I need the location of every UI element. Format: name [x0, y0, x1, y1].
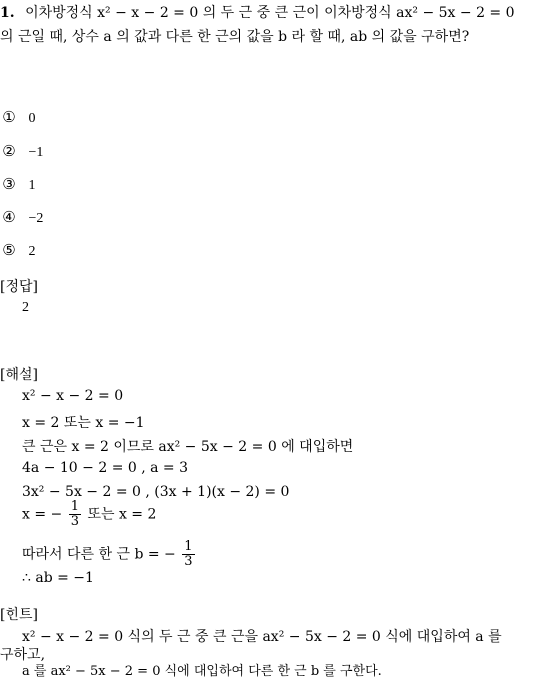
choice-marker: ④ — [2, 208, 16, 226]
choice-marker: ① — [2, 108, 16, 126]
fraction — [182, 540, 194, 569]
choice-value: −2 — [28, 211, 44, 226]
fraction-denominator: 3 — [70, 514, 79, 529]
choice-value: 0 — [28, 111, 36, 126]
fraction-numerator: 1 — [184, 539, 193, 554]
question-line-2: 의 근일 때, 상수 a 의 값과 다른 한 근의 값을 b 라 할 때, ab 의 값을 구하면? — [0, 29, 470, 45]
solution-heading: [해설] — [0, 367, 38, 383]
choice-5[interactable] — [0, 241, 35, 260]
solution-line-8: ∴ ab = −1 — [22, 570, 94, 586]
solution-line-4: 4a − 10 − 2 = 0 , a = 3 — [22, 460, 189, 476]
choice-value: 2 — [28, 244, 36, 259]
choice-value: −1 — [28, 145, 44, 160]
choice-4[interactable] — [0, 208, 43, 227]
question-line-1 — [0, 2, 515, 22]
choice-marker: ② — [2, 142, 16, 160]
fraction — [69, 500, 81, 529]
solution-line-1: x² − x − 2 = 0 — [22, 388, 124, 404]
choice-3[interactable] — [0, 175, 35, 194]
answer-heading: [정답] — [0, 279, 38, 295]
solution-line-3: 큰 근은 x = 2 이므로 ax² − 5x − 2 = 0 에 대입하면 — [22, 439, 354, 455]
solution-line-6 — [22, 500, 156, 529]
choice-marker: ⑤ — [2, 241, 16, 259]
fraction-numerator: 1 — [70, 499, 79, 514]
hint-line-2: 구하고, — [0, 647, 46, 663]
fraction-denominator: 3 — [184, 554, 193, 569]
solution-line-6-prefix: x = − — [22, 506, 63, 523]
answer-value: 2 — [22, 300, 29, 315]
solution-line-7-prefix: 따라서 다른 한 근 b = − — [22, 546, 176, 563]
hint-line-1: x² − x − 2 = 0 식의 두 근 중 큰 근을 ax² − 5x − 2 = 0 식에 대입하여 a 를 — [22, 629, 502, 645]
choice-marker: ③ — [2, 175, 16, 193]
question-text-1: 이차방정식 x² − x − 2 = 0 의 두 근 중 큰 근이 이차방정식 ax² − 5x − 2 = 0 — [25, 5, 515, 21]
question-number: 1. — [0, 5, 15, 21]
solution-line-2: x = 2 또는 x = −1 — [22, 415, 145, 431]
choice-value: 1 — [28, 178, 36, 193]
choice-2[interactable] — [0, 142, 43, 161]
solution-line-7 — [22, 540, 197, 569]
solution-line-6-suffix: 또는 x = 2 — [87, 506, 157, 523]
choice-1[interactable] — [0, 108, 35, 127]
solution-line-5: 3x² − 5x − 2 = 0 , (3x + 1)(x − 2) = 0 — [22, 484, 290, 500]
hint-line-3: a 를 ax² − 5x − 2 = 0 식에 대입하여 다른 한 근 b 를 구한다. — [22, 664, 382, 679]
hint-heading: [힌트] — [0, 607, 38, 623]
